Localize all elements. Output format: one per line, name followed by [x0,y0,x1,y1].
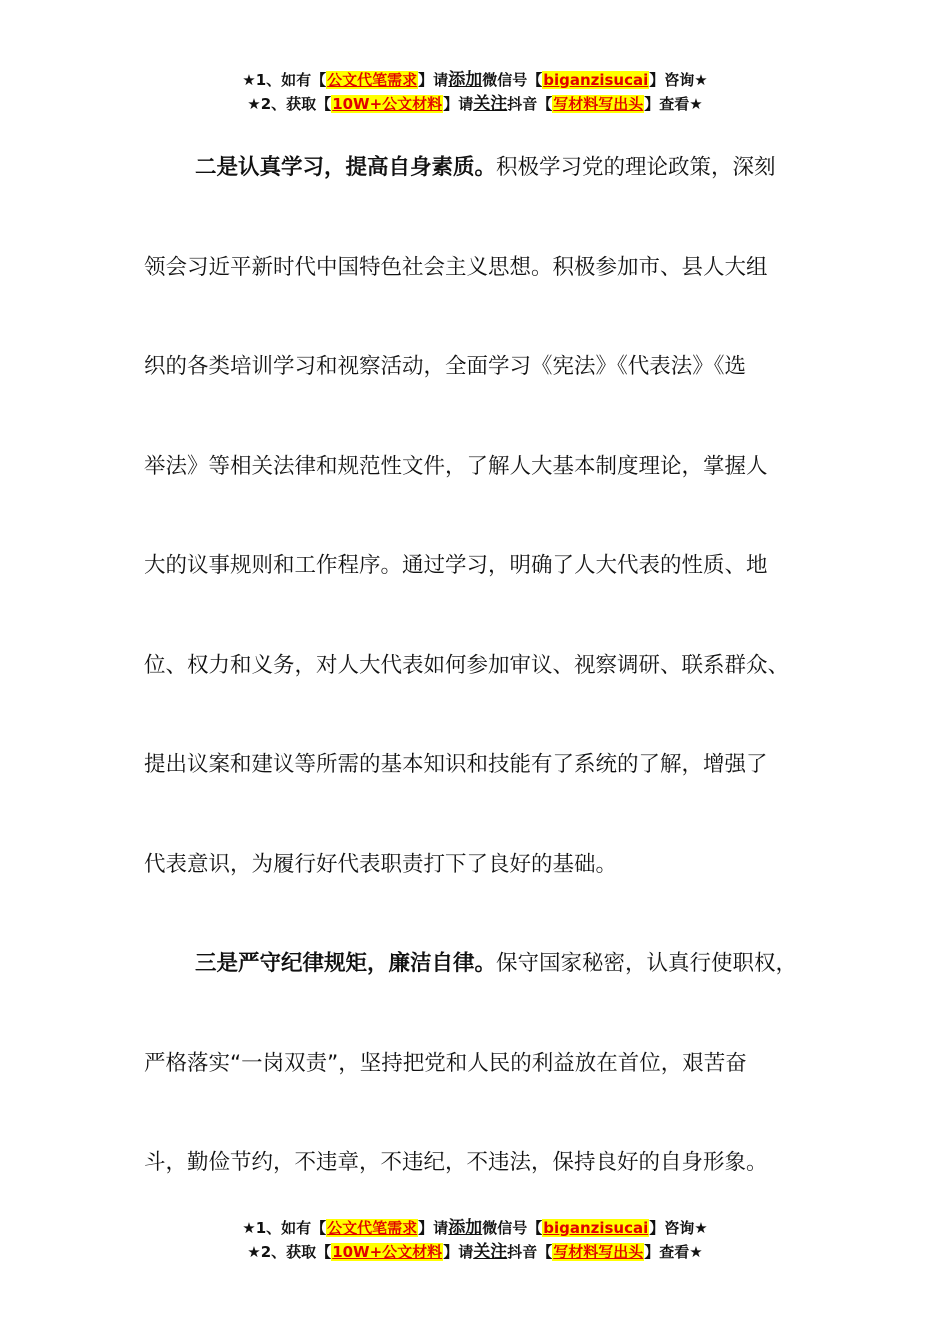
highlight-wechat-id: biganzisucai [543,1219,649,1237]
paragraph-line: 代表意识，为履行好代表职责打下了良好的基础。 [144,851,618,877]
banner-emphasis: 添加 [448,70,483,90]
banner-text: 】请 [418,1219,449,1237]
paragraph-line: 提出议案和建议等所需的基本知识和技能有了系统的了解，增强了 [144,752,768,777]
highlight-wechat-id: biganzisucai [543,71,649,89]
paragraph-lead: 二是认真学习，提高自身素质。 [195,155,497,180]
highlight-materials: 10W+公文材料 [332,95,443,113]
paragraph-line [144,118,834,218]
footer-banner [0,1216,950,1264]
highlight-douyin-account: 写材料写出头 [553,95,644,113]
paragraph-line [144,914,834,1014]
banner-emphasis: 关注 [473,1242,508,1262]
paragraph-lead: 三是严守纪律规矩，廉洁自律。 [195,951,497,976]
paragraph-line: 位、权力和义务，对人大代表如何参加审议、视察调研、联系群众、 [144,652,790,678]
banner-text: 】请 [443,1243,474,1261]
header-banner [0,68,950,116]
banner-text: 】咨询★ [649,1219,708,1237]
banner-text: 】请 [443,95,474,113]
highlight-service: 公文代笔需求 [327,1219,418,1237]
paragraph-line: 严格落实“一岗双责”，坚持把党和人民的利益放在首位，艰苦奋 [144,1050,747,1076]
banner-line-1 [0,68,950,92]
highlight-douyin-account: 写材料写出头 [553,1243,644,1261]
paragraph-line: 举法》等相关法律和规范性文件，了解人大基本制度理论，掌握人 [144,453,768,479]
banner-text: 】查看★ [644,1243,703,1261]
paragraph-line: 斗，勤俭节约，不违章，不违纪，不违法，保持良好的自身形象。 [144,1150,768,1175]
banner-emphasis: 关注 [473,94,508,114]
banner-text: 】咨询★ [649,71,708,89]
banner-line-2 [0,92,950,116]
banner-line-2 [0,1240,950,1264]
paragraph-discipline [144,914,834,1213]
paragraph-study [144,118,834,914]
banner-line-1 [0,1216,950,1240]
banner-text: ★2、获取【 [247,1243,332,1261]
paragraph-text: 保守国家秘密，认真行使职权， [496,951,798,976]
banner-text: 抖音【 [507,1243,553,1261]
banner-text: 微信号【 [482,1219,543,1237]
banner-emphasis: 添加 [448,1218,483,1238]
banner-text: 抖音【 [507,95,553,113]
banner-text: 】请 [418,71,449,89]
paragraph-line: 领会习近平新时代中国特色社会主义思想。积极参加市、县人大组 [144,254,768,280]
banner-text: 微信号【 [482,71,543,89]
banner-text: ★1、如有【 [242,71,327,89]
banner-text: ★2、获取【 [247,95,332,113]
highlight-service: 公文代笔需求 [327,71,418,89]
highlight-materials: 10W+公文材料 [332,1243,443,1261]
paragraph-line: 织的各类培训学习和视察活动，全面学习《宪法》《代表法》《选 [144,354,747,379]
document-body [144,118,834,1213]
banner-text: 】查看★ [644,95,703,113]
paragraph-text: 积极学习党的理论政策，深刻 [496,155,776,180]
banner-text: ★1、如有【 [242,1219,327,1237]
paragraph-line: 大的议事规则和工作程序。通过学习，明确了人大代表的性质、地 [144,553,768,578]
